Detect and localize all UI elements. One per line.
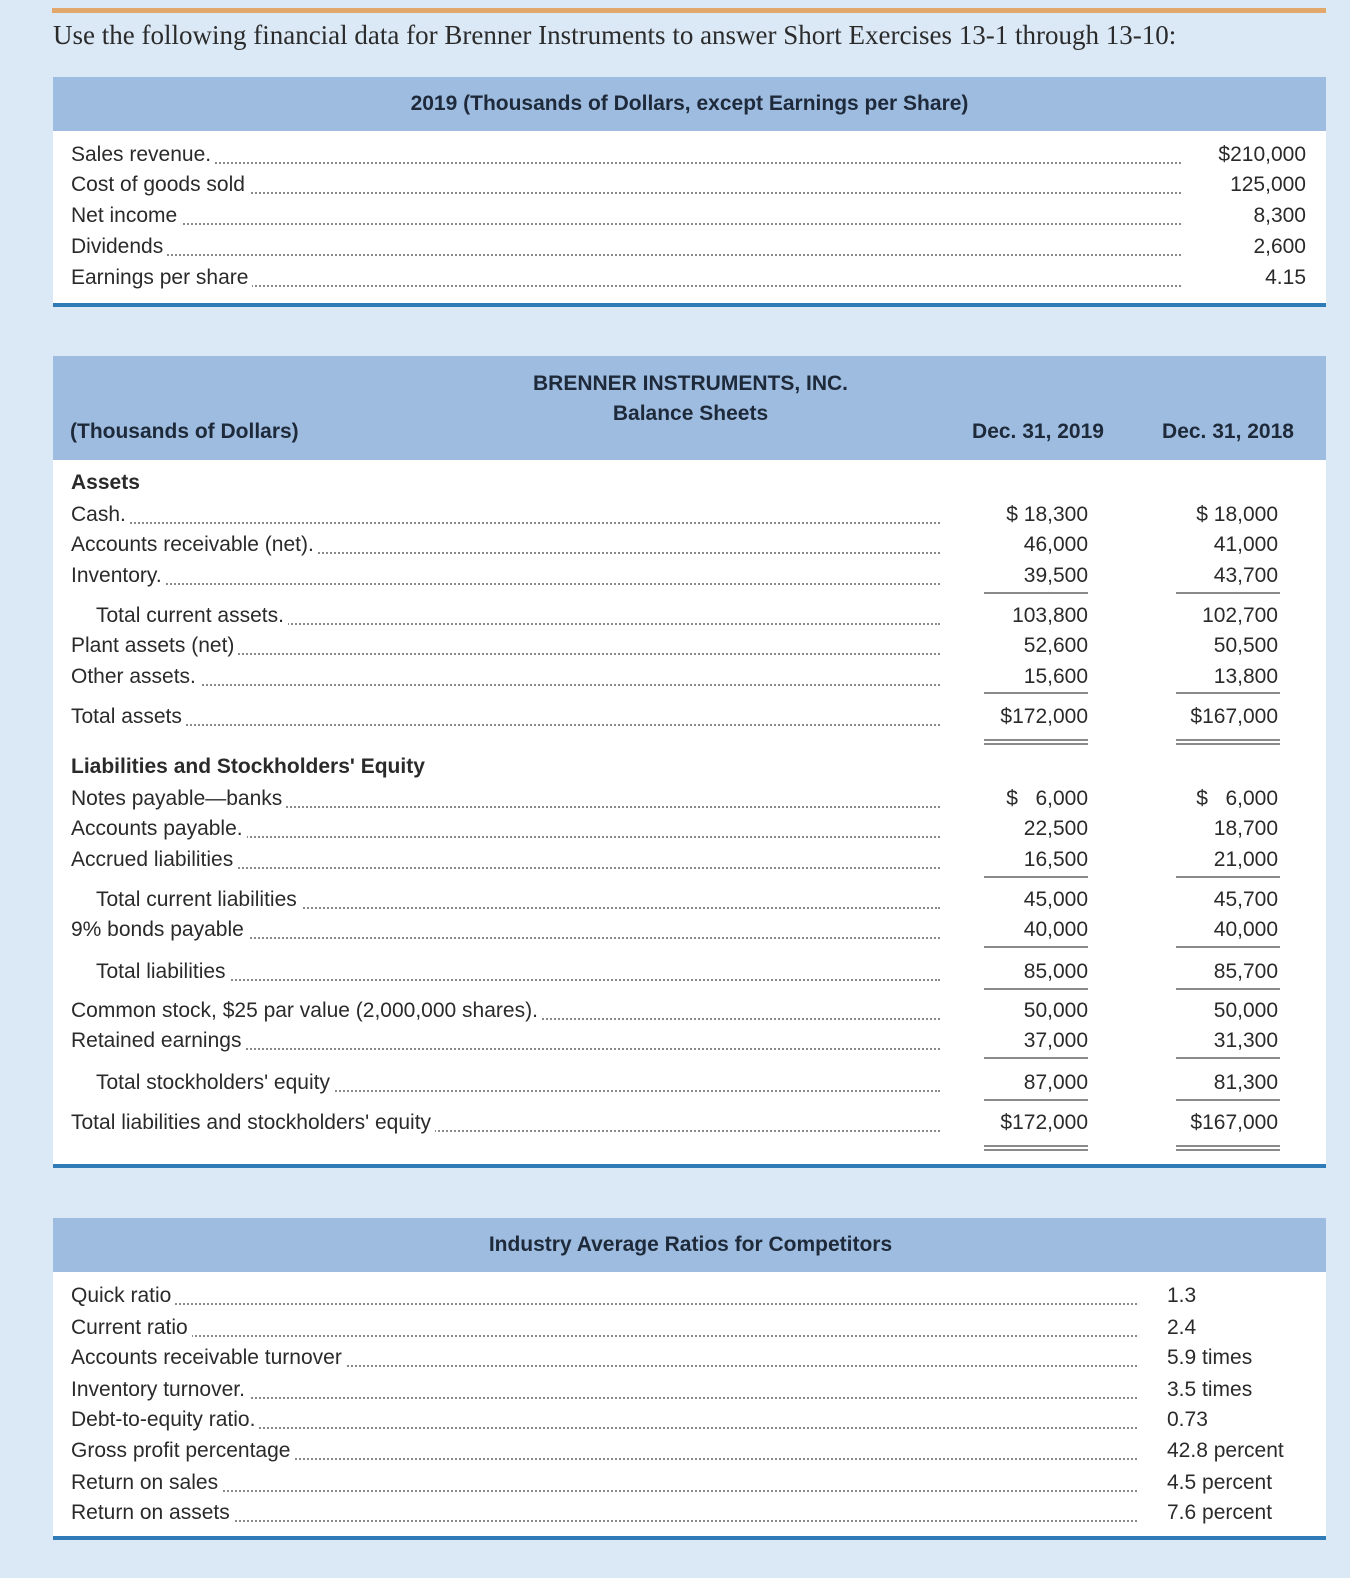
value-2019: 85,000: [1023, 960, 1088, 983]
units-label: (Thousands of Dollars): [70, 420, 299, 443]
income-header: [53, 77, 1326, 131]
row-label: [71, 1405, 1137, 1435]
ratio-value: 3.5 times: [1167, 1378, 1253, 1401]
company-name: BRENNER INSTRUMENTS, INC.: [532, 372, 848, 395]
value-2019: $172,000: [1000, 705, 1088, 728]
row-label-text: Total current liabilities: [96, 888, 301, 911]
underline: [1176, 592, 1280, 594]
row-label: [96, 601, 940, 631]
row-label: [96, 1068, 940, 1098]
underline: [984, 1057, 1088, 1059]
row-label: [71, 170, 1181, 200]
value-2019: $ 18,300: [1006, 503, 1088, 526]
row-label-text: Common stock, $25 par value (2,000,000 shares).: [71, 999, 542, 1022]
value-2019: $ 6,000: [1006, 787, 1088, 810]
row-label-text: Dividends: [71, 235, 167, 258]
underline: [1176, 988, 1280, 990]
row-label-text: Total liabilities: [96, 960, 230, 983]
row-label-text: Gross profit percentage: [71, 1439, 294, 1462]
income-value: 4.15: [1265, 266, 1306, 289]
row-label-text: Net income: [71, 204, 181, 227]
value-2018: 41,000: [1213, 533, 1278, 556]
value-2018: $167,000: [1190, 1111, 1278, 1134]
row-label: [71, 232, 1181, 262]
underline: [984, 946, 1088, 948]
row-label: [71, 263, 1181, 293]
row-label: [71, 1436, 1137, 1466]
value-2019: $172,000: [1000, 1111, 1088, 1134]
row-label: [71, 631, 940, 661]
ratio-value: 2.4: [1167, 1316, 1197, 1339]
row-label: [71, 814, 940, 844]
row-label-text: Accrued liabilities: [71, 848, 237, 871]
row-label: [71, 915, 940, 945]
row-label: [71, 561, 940, 591]
value-2018: 18,700: [1213, 817, 1278, 840]
value-2018: $167,000: [1190, 705, 1278, 728]
row-label: [71, 201, 1181, 231]
row-label-text: Total stockholders' equity: [96, 1071, 334, 1094]
row-label-text: Sales revenue.: [71, 143, 215, 166]
row-label: [71, 1108, 940, 1138]
value-2018: 40,000: [1213, 918, 1278, 941]
row-label: [71, 530, 940, 560]
value-2018: 21,000: [1213, 848, 1278, 871]
value-2019: 15,600: [1023, 665, 1088, 688]
row-label-text: Current ratio: [71, 1316, 192, 1339]
underline: [984, 876, 1088, 878]
value-2019: 50,000: [1023, 999, 1088, 1022]
row-label-text: Accounts receivable turnover: [71, 1346, 346, 1369]
row-label: [71, 500, 940, 530]
row-label-text: Debt-to-equity ratio.: [71, 1408, 259, 1431]
row-label: [71, 662, 940, 692]
ratio-value: 0.73: [1167, 1408, 1208, 1431]
row-label-text: Cost of goods sold: [71, 173, 249, 196]
underline: [984, 988, 1088, 990]
ratio-value: 7.6 percent: [1167, 1501, 1273, 1524]
col-header-2018: Dec. 31, 2018: [1162, 420, 1294, 443]
row-label: [71, 784, 940, 814]
value-2019: 37,000: [1023, 1029, 1088, 1052]
row-label: [96, 957, 940, 987]
underline: [1176, 1099, 1280, 1101]
value-2018: 43,700: [1213, 564, 1278, 587]
row-label: [71, 1313, 1137, 1343]
value-2018: $ 6,000: [1196, 787, 1278, 810]
row-label-text: Accounts payable.: [71, 817, 247, 840]
income-value: 125,000: [1230, 173, 1306, 196]
balance-subtitle: Balance Sheets: [612, 402, 769, 425]
underline: [1176, 946, 1280, 948]
value-2018: 81,300: [1213, 1071, 1278, 1094]
ratios-header-title: Industry Average Ratios for Competitors: [488, 1233, 893, 1256]
row-label-text: Earnings per share: [71, 266, 252, 289]
double-underline: [1176, 1145, 1280, 1151]
row-label-text: Cash.: [71, 503, 130, 526]
row-label-text: Retained earnings: [71, 1029, 245, 1052]
row-label-text: Total current assets.: [96, 604, 288, 627]
double-underline: [1176, 739, 1280, 745]
liabilities-heading: Liabilities and Stockholders' Equity: [71, 755, 425, 778]
underline: [1176, 692, 1280, 694]
double-underline: [984, 739, 1088, 745]
balance-header: [53, 356, 1326, 460]
income-value: 8,300: [1253, 204, 1306, 227]
row-label-text: Return on assets: [71, 1501, 234, 1524]
row-label-text: Accounts receivable (net).: [71, 533, 318, 556]
row-label: [71, 140, 1181, 170]
double-underline: [984, 1145, 1088, 1151]
value-2019: 45,000: [1023, 888, 1088, 911]
value-2019: 22,500: [1023, 817, 1088, 840]
row-label: [71, 702, 940, 732]
value-2018: 31,300: [1213, 1029, 1278, 1052]
value-2019: 40,000: [1023, 918, 1088, 941]
value-2018: 50,000: [1213, 999, 1278, 1022]
row-label-text: Other assets.: [71, 665, 200, 688]
row-label-text: Inventory.: [71, 564, 166, 587]
underline: [1176, 1057, 1280, 1059]
value-2019: 46,000: [1023, 533, 1088, 556]
value-2018: 102,700: [1202, 604, 1278, 627]
ratios-header: [53, 1218, 1326, 1272]
ratio-value: 1.3: [1167, 1284, 1197, 1307]
income-header-title: 2019 (Thousands of Dollars, except Earnings per Share): [410, 92, 969, 115]
row-label-text: Quick ratio: [71, 1284, 175, 1307]
income-value: 2,600: [1253, 235, 1306, 258]
ratio-value: 4.5 percent: [1167, 1471, 1273, 1494]
row-label-text: Total assets: [71, 705, 186, 728]
value-2018: $ 18,000: [1196, 503, 1278, 526]
value-2018: 45,700: [1213, 888, 1278, 911]
row-label-text: Return on sales: [71, 1471, 222, 1494]
row-label: [71, 1375, 1137, 1405]
row-label: [71, 1281, 1137, 1311]
value-2018: 85,700: [1213, 960, 1278, 983]
row-label: [71, 996, 940, 1026]
row-label: [71, 845, 940, 875]
top-accent-bar: [52, 8, 1326, 13]
value-2018: 50,500: [1213, 634, 1278, 657]
value-2019: 87,000: [1023, 1071, 1088, 1094]
underline: [984, 692, 1088, 694]
row-label: [71, 1343, 1137, 1373]
value-2019: 52,600: [1023, 634, 1088, 657]
row-label: [71, 1468, 1137, 1498]
row-label: [96, 885, 940, 915]
assets-heading: Assets: [71, 471, 140, 494]
ratio-value: 5.9 times: [1167, 1346, 1253, 1369]
ratio-value: 42.8 percent: [1167, 1439, 1284, 1462]
underline: [1176, 876, 1280, 878]
col-header-2019: Dec. 31, 2019: [972, 420, 1104, 443]
income-value: $210,000: [1218, 143, 1306, 166]
underline: [984, 1099, 1088, 1101]
value-2019: 39,500: [1023, 564, 1088, 587]
row-label: [71, 1498, 1137, 1528]
value-2019: 103,800: [1012, 604, 1088, 627]
row-label-text: 9% bonds payable: [71, 918, 248, 941]
intro-text: Use the following financial data for Brenner Instruments to answer Short Exercises 13-1 through 13-10:: [53, 20, 1177, 50]
value-2018: 13,800: [1213, 665, 1278, 688]
row-label-text: Notes payable—banks: [71, 787, 286, 810]
underline: [984, 592, 1088, 594]
row-label-text: Plant assets (net): [71, 634, 238, 657]
row-label-text: Total liabilities and stockholders' equity: [71, 1111, 435, 1134]
row-label: [71, 1026, 940, 1056]
row-label-text: Inventory turnover.: [71, 1378, 249, 1401]
value-2019: 16,500: [1023, 848, 1088, 871]
